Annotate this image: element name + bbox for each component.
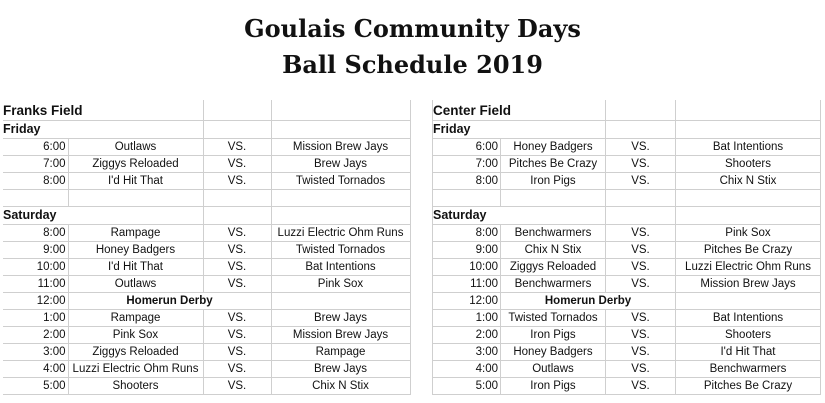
- schedule-row: [433, 156, 821, 173]
- home-team: Iron Pigs: [501, 173, 606, 190]
- schedule-row: [433, 242, 821, 259]
- empty-cell: [271, 293, 410, 310]
- empty-cell: [271, 121, 410, 139]
- game-time: 4:00: [3, 361, 68, 378]
- home-team: Outlaws: [68, 276, 203, 293]
- spacer-row: [433, 190, 821, 207]
- game-time: 11:00: [3, 276, 68, 293]
- empty-cell: [606, 190, 676, 207]
- schedule-row: [3, 344, 410, 361]
- game-time: 8:00: [3, 225, 68, 242]
- away-team: Luzzi Electric Ohm Runs: [271, 225, 410, 242]
- empty-cell: [271, 207, 410, 225]
- away-team: Pitches Be Crazy: [676, 242, 821, 259]
- home-team: Ziggys Reloaded: [68, 344, 203, 361]
- special-event: Homerun Derby: [68, 293, 271, 310]
- versus-label: VS.: [606, 242, 676, 259]
- home-team: Ziggys Reloaded: [501, 259, 606, 276]
- away-team: Brew Jays: [271, 310, 410, 327]
- empty-cell: [676, 121, 821, 139]
- home-team: Rampage: [68, 310, 203, 327]
- home-team: Outlaws: [68, 139, 203, 156]
- home-team: Twisted Tornados: [501, 310, 606, 327]
- game-time: 2:00: [433, 327, 501, 344]
- game-time: 1:00: [433, 310, 501, 327]
- franks-field-schedule: [3, 100, 411, 395]
- home-team: Outlaws: [501, 361, 606, 378]
- empty-cell: [271, 100, 410, 121]
- day-friday: [3, 121, 410, 139]
- schedule-row: [3, 139, 410, 156]
- away-team: Shooters: [676, 156, 821, 173]
- empty-cell: [606, 207, 676, 225]
- schedule-row: [3, 225, 410, 242]
- away-team: Pink Sox: [676, 225, 821, 242]
- empty-cell: [433, 190, 501, 207]
- empty-cell: [203, 207, 271, 225]
- home-team: Honey Badgers: [501, 344, 606, 361]
- schedule-subtitle: Ball Schedule 2019: [282, 50, 543, 79]
- away-team: Brew Jays: [271, 156, 410, 173]
- day-friday: [433, 121, 821, 139]
- versus-label: VS.: [203, 310, 271, 327]
- schedule-row: [3, 259, 410, 276]
- versus-label: VS.: [203, 276, 271, 293]
- day-saturday-label: Saturday: [433, 207, 606, 225]
- game-time: 8:00: [3, 173, 68, 190]
- away-team: Luzzi Electric Ohm Runs: [676, 259, 821, 276]
- versus-label: VS.: [606, 378, 676, 395]
- game-time: 4:00: [433, 361, 501, 378]
- day-friday-label: Friday: [433, 121, 606, 139]
- spacer-row: [3, 190, 410, 207]
- game-time: 10:00: [433, 259, 501, 276]
- home-team: Pink Sox: [68, 327, 203, 344]
- schedule-row: [3, 378, 410, 395]
- schedule-row: [433, 139, 821, 156]
- schedule-row: [433, 225, 821, 242]
- schedule-row: [433, 378, 821, 395]
- schedule-title: Goulais Community Days: [244, 14, 581, 43]
- away-team: Shooters: [676, 327, 821, 344]
- game-time: 5:00: [3, 378, 68, 395]
- schedule-row: [433, 259, 821, 276]
- versus-label: VS.: [606, 327, 676, 344]
- empty-cell: [68, 190, 203, 207]
- away-team: Brew Jays: [271, 361, 410, 378]
- schedule-row: [3, 310, 410, 327]
- schedule-row: [3, 242, 410, 259]
- day-friday-label: Friday: [3, 121, 203, 139]
- schedule-row: [3, 276, 410, 293]
- away-team: Bat Intentions: [676, 139, 821, 156]
- schedule-row: [3, 327, 410, 344]
- schedule-row: [3, 173, 410, 190]
- versus-label: VS.: [203, 378, 271, 395]
- game-time: 3:00: [3, 344, 68, 361]
- empty-cell: [203, 121, 271, 139]
- game-time: 11:00: [433, 276, 501, 293]
- empty-cell: [203, 190, 271, 207]
- game-time: 6:00: [3, 139, 68, 156]
- day-saturday: [433, 207, 821, 225]
- away-team: Mission Brew Jays: [271, 139, 410, 156]
- away-team: Pitches Be Crazy: [676, 378, 821, 395]
- versus-label: VS.: [606, 173, 676, 190]
- game-time: 9:00: [3, 242, 68, 259]
- empty-cell: [676, 100, 821, 121]
- day-saturday-label: Saturday: [3, 207, 203, 225]
- home-team: Benchwarmers: [501, 276, 606, 293]
- versus-label: VS.: [203, 156, 271, 173]
- away-team: Chix N Stix: [271, 378, 410, 395]
- schedule-row: [433, 327, 821, 344]
- home-team: Iron Pigs: [501, 327, 606, 344]
- away-team: Benchwarmers: [676, 361, 821, 378]
- away-team: Chix N Stix: [676, 173, 821, 190]
- game-time: 3:00: [433, 344, 501, 361]
- schedule-row: [433, 361, 821, 378]
- away-team: I'd Hit That: [676, 344, 821, 361]
- center-field-schedule: [432, 100, 821, 395]
- home-team: I'd Hit That: [68, 259, 203, 276]
- versus-label: VS.: [606, 361, 676, 378]
- versus-label: VS.: [606, 225, 676, 242]
- home-team: Shooters: [68, 378, 203, 395]
- home-team: Ziggys Reloaded: [68, 156, 203, 173]
- versus-label: VS.: [203, 259, 271, 276]
- home-team: Pitches Be Crazy: [501, 156, 606, 173]
- empty-cell: [271, 190, 410, 207]
- versus-label: VS.: [606, 276, 676, 293]
- schedule-row: [433, 173, 821, 190]
- away-team: Twisted Tornados: [271, 242, 410, 259]
- away-team: Rampage: [271, 344, 410, 361]
- schedule-row: [3, 361, 410, 378]
- day-saturday: [3, 207, 410, 225]
- versus-label: VS.: [203, 242, 271, 259]
- empty-cell: [676, 293, 821, 310]
- game-time: 8:00: [433, 225, 501, 242]
- away-team: Pink Sox: [271, 276, 410, 293]
- schedule-row: [433, 276, 821, 293]
- versus-label: VS.: [203, 225, 271, 242]
- schedule-row-homerun-derby: [3, 293, 410, 310]
- away-team: Twisted Tornados: [271, 173, 410, 190]
- away-team: Mission Brew Jays: [271, 327, 410, 344]
- field-name-label: Center Field: [433, 100, 606, 121]
- game-time: 10:00: [3, 259, 68, 276]
- schedule-row: [433, 310, 821, 327]
- versus-label: VS.: [203, 173, 271, 190]
- versus-label: VS.: [203, 327, 271, 344]
- versus-label: VS.: [606, 310, 676, 327]
- game-time: 5:00: [433, 378, 501, 395]
- schedule-row: [3, 156, 410, 173]
- home-team: Honey Badgers: [68, 242, 203, 259]
- game-time: 9:00: [433, 242, 501, 259]
- home-team: Iron Pigs: [501, 378, 606, 395]
- empty-cell: [606, 121, 676, 139]
- versus-label: VS.: [203, 361, 271, 378]
- home-team: Luzzi Electric Ohm Runs: [68, 361, 203, 378]
- versus-label: VS.: [606, 344, 676, 361]
- versus-label: VS.: [606, 139, 676, 156]
- field-name: [433, 100, 821, 121]
- away-team: Bat Intentions: [271, 259, 410, 276]
- empty-cell: [676, 207, 821, 225]
- schedule-row: [433, 344, 821, 361]
- versus-label: VS.: [203, 139, 271, 156]
- versus-label: VS.: [606, 156, 676, 173]
- schedule-row-homerun-derby: [433, 293, 821, 310]
- home-team: Benchwarmers: [501, 225, 606, 242]
- game-time: 7:00: [433, 156, 501, 173]
- versus-label: VS.: [606, 259, 676, 276]
- game-time: 1:00: [3, 310, 68, 327]
- field-name-label: Franks Field: [3, 100, 203, 121]
- empty-cell: [501, 190, 606, 207]
- away-team: Bat Intentions: [676, 310, 821, 327]
- empty-cell: [606, 100, 676, 121]
- home-team: I'd Hit That: [68, 173, 203, 190]
- special-event: Homerun Derby: [501, 293, 676, 310]
- home-team: Honey Badgers: [501, 139, 606, 156]
- game-time: 2:00: [3, 327, 68, 344]
- home-team: Chix N Stix: [501, 242, 606, 259]
- empty-cell: [3, 190, 68, 207]
- game-time: 12:00: [3, 293, 68, 310]
- game-time: 8:00: [433, 173, 501, 190]
- empty-cell: [676, 190, 821, 207]
- game-time: 12:00: [433, 293, 501, 310]
- versus-label: VS.: [203, 344, 271, 361]
- game-time: 6:00: [433, 139, 501, 156]
- away-team: Mission Brew Jays: [676, 276, 821, 293]
- field-name: [3, 100, 410, 121]
- home-team: Rampage: [68, 225, 203, 242]
- empty-cell: [203, 100, 271, 121]
- game-time: 7:00: [3, 156, 68, 173]
